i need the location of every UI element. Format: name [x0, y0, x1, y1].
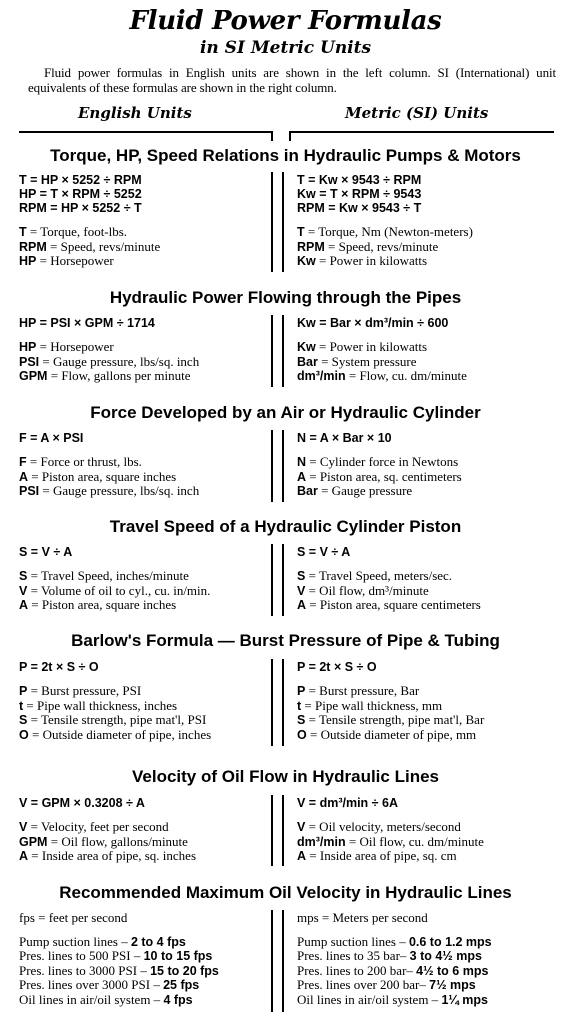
- right-header-rule: [289, 131, 554, 133]
- definition-term: S: [19, 713, 28, 727]
- definition-text: = Outside diameter of pipe, mm: [306, 726, 477, 742]
- definition-line: [19, 849, 281, 864]
- definition-line: [19, 254, 281, 269]
- definition-line: [19, 455, 281, 470]
- velocity-line: [19, 949, 281, 964]
- definition-text: = Oil velocity, meters/second: [305, 819, 461, 834]
- velocity-label: Oil lines in air/oil system –: [297, 991, 442, 1007]
- right-column: [297, 545, 565, 613]
- column-heading-metric: Metric (SI) Units: [345, 104, 489, 122]
- definition-term: PSI: [19, 484, 40, 498]
- velocity-label: Pres. lines to 3000 PSI –: [19, 962, 151, 978]
- definition-term: S: [297, 713, 306, 727]
- definition-text: = Flow, gallons per minute: [47, 368, 191, 383]
- definition-text: = Speed, revs/minute: [46, 238, 161, 254]
- definition-term: O: [19, 727, 29, 742]
- definition-text: = Torque, foot-lbs.: [26, 224, 128, 239]
- definition-text: = Horsepower: [36, 253, 114, 268]
- definition-line: [297, 484, 565, 499]
- formula-line: V = dm³/min ÷ 6A: [297, 796, 398, 810]
- definition-line: [297, 728, 565, 743]
- velocity-value: 25 fps: [163, 978, 200, 992]
- definition-term: F: [19, 455, 27, 469]
- definition-line: [297, 835, 565, 850]
- definition-line: [297, 369, 565, 384]
- definition-term: Kw: [297, 340, 316, 354]
- left-column: [19, 796, 281, 864]
- unit-definition: mps = Meters per second: [297, 910, 428, 925]
- left-header-tick: [271, 131, 273, 141]
- formula-line: HP = T × RPM ÷ 5252: [19, 187, 142, 201]
- formula-line: RPM = HP × 5252 ÷ T: [19, 201, 142, 215]
- definition-term: T: [19, 225, 27, 239]
- velocity-line: [19, 978, 281, 993]
- left-column: [19, 660, 281, 742]
- right-header-tick: [289, 131, 291, 141]
- definition-term: P: [19, 684, 28, 698]
- definition-line: [19, 225, 281, 240]
- right-column: [297, 911, 565, 1007]
- definition-text: = Tensile strength, pipe mat'l, PSI: [27, 712, 207, 727]
- right-column: [297, 796, 565, 864]
- velocity-label: Pump suction lines –: [19, 933, 131, 949]
- velocity-line: [19, 964, 281, 979]
- section-title: Force Developed by an Air or Hydraulic Cylinder: [90, 403, 481, 422]
- definition-line: [297, 713, 565, 728]
- definition-term: HP: [19, 340, 37, 354]
- formula-line: HP = PSI × GPM ÷ 1714: [19, 316, 155, 330]
- formula-line: P = 2t × S ÷ O: [19, 660, 99, 674]
- definition-text: = Burst pressure, Bar: [305, 683, 420, 698]
- section-title: Barlow's Formula — Burst Pressure of Pipe & Tubing: [71, 631, 500, 650]
- velocity-line: [19, 935, 281, 950]
- definition-term: dm³/min: [297, 834, 346, 849]
- definition-text: = Horsepower: [36, 339, 114, 354]
- definition-term: V: [297, 820, 306, 834]
- section-title: Torque, HP, Speed Relations in Hydraulic Pumps & Motors: [50, 146, 521, 165]
- section-title: Velocity of Oil Flow in Hydraulic Lines: [131, 767, 439, 786]
- formula-line: N = A × Bar × 10: [297, 431, 392, 445]
- left-column: [19, 545, 281, 613]
- definition-line: [19, 684, 281, 699]
- velocity-value: 0.6 to 1.2 mps: [408, 934, 492, 949]
- definition-term: N: [297, 455, 307, 469]
- definition-term: A: [19, 469, 29, 484]
- definition-text: = Gauge pressure, lbs/sq. inch: [39, 353, 200, 369]
- definition-text: = Gauge pressure: [317, 483, 413, 498]
- definition-term: A: [297, 598, 307, 612]
- definition-text: = Cylinder force in Newtons: [306, 454, 459, 469]
- definition-term: T: [297, 225, 305, 239]
- velocity-line: [297, 949, 565, 964]
- definition-line: [19, 340, 281, 355]
- velocity-label: Pres. lines to 500 PSI –: [19, 948, 144, 963]
- definition-text: = Inside area of pipe, sq. cm: [306, 848, 457, 863]
- definition-term: S: [297, 569, 306, 583]
- definition-line: [297, 584, 565, 599]
- column-heading-english: English Units: [78, 104, 192, 122]
- definition-line: [19, 835, 281, 850]
- definition-term: PSI: [19, 354, 40, 369]
- definition-term: Kw: [297, 254, 316, 268]
- definition-term: Bar: [297, 484, 318, 498]
- unit-definition: fps = feet per second: [19, 910, 128, 925]
- formula-line: RPM = Kw × 9543 ÷ T: [297, 201, 422, 215]
- right-column: [297, 316, 565, 384]
- definition-term: O: [297, 727, 307, 742]
- definition-text: = Burst pressure, PSI: [27, 683, 142, 698]
- right-column: [297, 173, 565, 269]
- definition-text: = Power in kilowatts: [315, 253, 428, 268]
- definition-line: [19, 699, 281, 714]
- definition-term: t: [19, 698, 24, 713]
- definition-line: [19, 728, 281, 743]
- definition-text: = Piston area, sq. centimeters: [306, 468, 462, 484]
- formula-line: V = GPM × 0.3208 ÷ A: [19, 796, 145, 810]
- column-divider-right: [282, 430, 284, 502]
- definition-text: = Velocity, feet per second: [27, 819, 169, 834]
- column-divider-right: [282, 172, 284, 272]
- definition-line: [19, 820, 281, 835]
- definition-line: [19, 369, 281, 384]
- definition-line: [297, 225, 565, 240]
- velocity-value: 3 to 4½ mps: [409, 949, 482, 963]
- definition-text: = Force or thrust, lbs.: [26, 454, 142, 469]
- definition-term: HP: [19, 254, 37, 268]
- velocity-label: Pres. lines over 200 bar–: [297, 977, 430, 992]
- definition-line: [297, 470, 565, 485]
- section-title: Hydraulic Power Flowing through the Pipes: [109, 288, 462, 307]
- definition-text: = Pipe wall thickness, inches: [23, 697, 178, 713]
- definition-text: = Travel Speed, inches/minute: [27, 568, 189, 583]
- velocity-label: Pres. lines over 3000 PSI –: [19, 977, 164, 992]
- definition-text: = Travel Speed, meters/sec.: [305, 568, 453, 583]
- definition-term: GPM: [19, 369, 48, 383]
- definition-term: A: [297, 469, 307, 484]
- velocity-label: Pres. lines to 35 bar–: [297, 948, 410, 963]
- definition-text: = System pressure: [317, 353, 417, 369]
- velocity-value: 4½ to 6 mps: [416, 963, 489, 978]
- definition-line: [19, 470, 281, 485]
- definition-line: [19, 713, 281, 728]
- definition-line: [19, 484, 281, 499]
- definition-line: [19, 584, 281, 599]
- definition-term: A: [19, 849, 29, 863]
- definition-line: [297, 598, 565, 613]
- definition-text: = Inside area of pipe, sq. inches: [28, 848, 197, 863]
- definition-term: V: [297, 583, 306, 598]
- velocity-value: 1¼ mps: [441, 992, 488, 1007]
- formula-line: S = V ÷ A: [19, 545, 73, 559]
- left-column: [19, 911, 281, 1007]
- definition-text: = Tensile strength, pipe mat'l, Bar: [305, 712, 485, 727]
- definition-term: A: [19, 598, 29, 612]
- velocity-line: [297, 964, 565, 979]
- definition-term: RPM: [297, 239, 325, 254]
- definition-term: Bar: [297, 354, 318, 369]
- definition-line: [297, 355, 565, 370]
- definition-text: = Pipe wall thickness, mm: [301, 697, 443, 713]
- left-column: [19, 431, 281, 499]
- velocity-value: 15 to 20 fps: [150, 963, 219, 978]
- definition-term: t: [297, 698, 302, 713]
- definition-text: = Gauge pressure, lbs/sq. inch: [39, 483, 200, 498]
- definition-text: = Speed, revs/minute: [324, 238, 439, 254]
- column-divider-right: [282, 795, 284, 866]
- intro-paragraph: Fluid power formulas in English units are shown in the left column. SI (International) unit equivalents of these formulas are shown in the right column.: [28, 65, 556, 95]
- section-title: Recommended Maximum Oil Velocity in Hydraulic Lines: [59, 883, 512, 902]
- definition-text: = Piston area, square inches: [28, 597, 177, 612]
- definition-term: S: [19, 569, 28, 583]
- column-divider-right: [282, 544, 284, 616]
- velocity-label: Pump suction lines –: [297, 933, 409, 949]
- velocity-label: Oil lines in air/oil system –: [19, 991, 164, 1007]
- definition-text: = Piston area, square centimeters: [306, 597, 481, 612]
- definition-line: [19, 355, 281, 370]
- definition-line: [297, 240, 565, 255]
- velocity-line: [297, 993, 565, 1008]
- velocity-label: Pres. lines to 200 bar–: [297, 962, 417, 978]
- definition-text: = Outside diameter of pipe, inches: [28, 726, 212, 742]
- velocity-line: [297, 978, 565, 993]
- section-title: Travel Speed of a Hydraulic Cylinder Piston: [109, 517, 462, 536]
- definition-line: [19, 240, 281, 255]
- definition-line: [297, 340, 565, 355]
- definition-text: = Volume of oil to cyl., cu. in/min.: [27, 582, 211, 598]
- definition-line: [297, 569, 565, 584]
- definition-line: [297, 820, 565, 835]
- definition-text: = Power in kilowatts: [315, 339, 428, 354]
- definition-line: [297, 254, 565, 269]
- definition-line: [19, 569, 281, 584]
- formula-line: Kw = Bar × dm³/min ÷ 600: [297, 316, 449, 330]
- definition-text: = Flow, cu. dm/minute: [345, 368, 467, 383]
- definition-term: dm³/min: [297, 369, 346, 383]
- velocity-value: 4 fps: [163, 992, 193, 1007]
- formula-line: T = HP × 5252 ÷ RPM: [19, 173, 142, 187]
- definition-term: GPM: [19, 834, 48, 849]
- definition-line: [297, 699, 565, 714]
- left-column: [19, 173, 281, 269]
- definition-term: V: [19, 820, 28, 834]
- left-column: [19, 316, 281, 384]
- definition-line: [19, 598, 281, 613]
- definition-line: [297, 684, 565, 699]
- page-title: Fluid Power Formulas: [129, 6, 442, 36]
- formula-line: S = V ÷ A: [297, 545, 351, 559]
- definition-text: = Oil flow, dm³/minute: [305, 582, 429, 598]
- velocity-line: [297, 935, 565, 950]
- formula-line: T = Kw × 9543 ÷ RPM: [297, 173, 422, 187]
- left-header-rule: [19, 131, 272, 133]
- formula-line: P = 2t × S ÷ O: [297, 660, 377, 674]
- velocity-value: 2 to 4 fps: [130, 934, 186, 949]
- velocity-value: 10 to 15 fps: [143, 949, 213, 963]
- right-column: [297, 660, 565, 742]
- column-divider-right: [282, 315, 284, 387]
- velocity-value: 7½ mps: [429, 978, 476, 992]
- formula-line: F = A × PSI: [19, 431, 84, 445]
- definition-term: A: [297, 849, 307, 863]
- right-column: [297, 431, 565, 499]
- column-divider-right: [282, 659, 284, 746]
- definition-term: P: [297, 684, 306, 698]
- page-subtitle: in SI Metric Units: [199, 38, 372, 58]
- definition-text: = Torque, Nm (Newton-meters): [304, 224, 473, 239]
- definition-line: [297, 455, 565, 470]
- formula-line: Kw = T × RPM ÷ 9543: [297, 187, 422, 201]
- definition-term: RPM: [19, 239, 47, 254]
- definition-text: = Piston area, square inches: [28, 468, 177, 484]
- definition-text: = Oil flow, cu. dm/minute: [345, 833, 484, 849]
- column-divider-right: [282, 910, 284, 1012]
- definition-term: V: [19, 583, 28, 598]
- definition-text: = Oil flow, gallons/minute: [47, 833, 188, 849]
- definition-line: [297, 849, 565, 864]
- velocity-line: [19, 993, 281, 1008]
